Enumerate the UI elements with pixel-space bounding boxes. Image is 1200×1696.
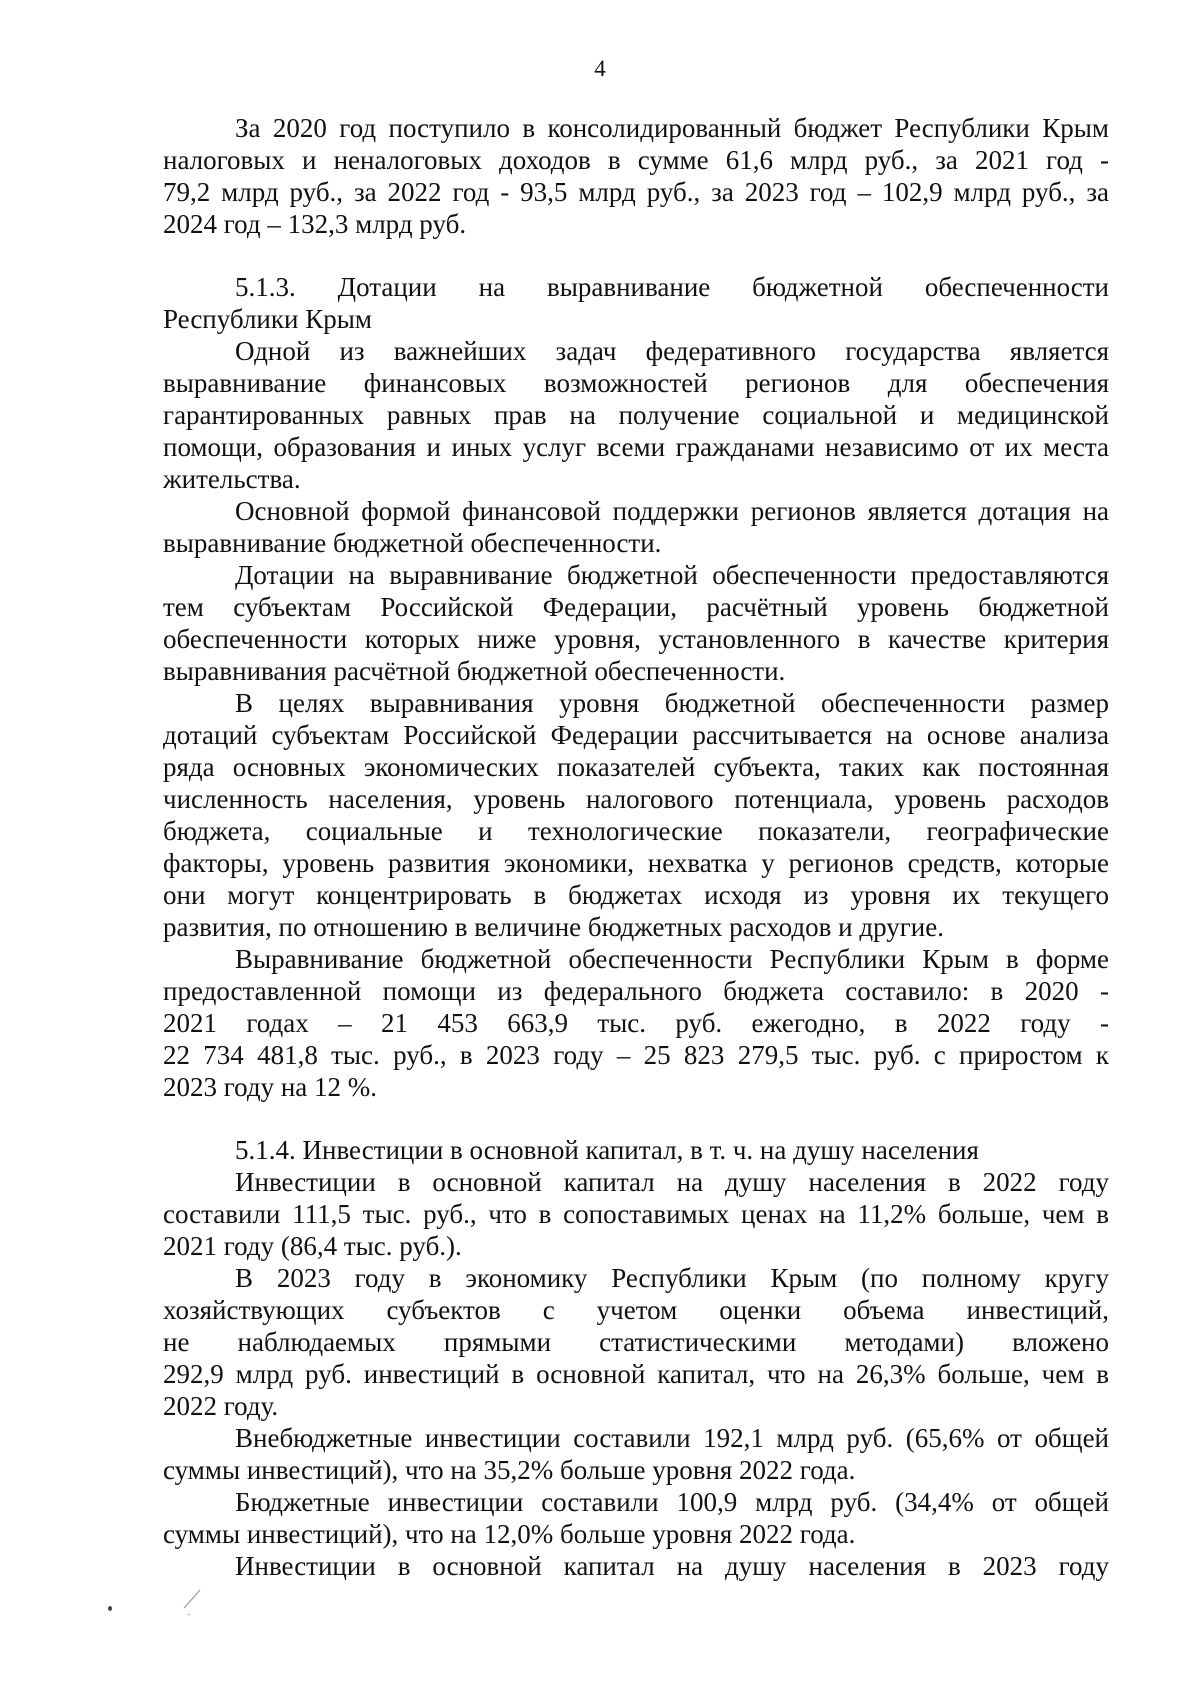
text-line: Выравнивание бюджетной обеспеченности Республики Крым в форме <box>235 944 1109 974</box>
text-line: гарантированных равных прав на получение социальной и медицинской <box>163 400 1109 430</box>
text-line: выравнивание бюджетной обеспеченности. <box>163 528 662 558</box>
text-line: Бюджетные инвестиции составили 100,9 млрд руб. (34,4% от общей <box>235 1487 1109 1517</box>
text-line: Дотации на выравнивание бюджетной обеспеченности предоставляются <box>235 560 1109 590</box>
text-line: 22 734 481,8 тыс. руб., в 2023 году – 25 823 279,5 тыс. руб. с приростом к <box>163 1040 1109 1070</box>
text-line: дотаций субъектам Российской Федерации рассчитывается на основе анализа <box>163 720 1109 750</box>
paragraph-main-support-form <box>163 495 1109 559</box>
text-line: бюджета, социальные и технологические показатели, географические <box>163 816 1109 846</box>
text-line: За 2020 год поступило в консолидированный бюджет Республики Крым <box>235 113 1109 143</box>
text-line: Одной из важнейших задач федеративного государства является <box>235 336 1109 366</box>
text-line: В 2023 году в экономику Республики Крым (по полному кругу <box>235 1263 1109 1293</box>
text-line: не наблюдаемых прямыми статистическими методами) вложено <box>163 1327 1109 1357</box>
paragraph-extrabudgetary-investment <box>163 1422 1109 1486</box>
paragraph-investment-per-capita-2023 <box>163 1550 1109 1582</box>
text-line: помощи, образования и иных услуг всеми гражданами независимо от их места <box>163 432 1109 462</box>
text-line: они могут концентрировать в бюджетах исходя из уровня их текущего <box>163 880 1109 910</box>
text-line: обеспеченности которых ниже уровня, установленного в качестве критерия <box>163 624 1109 654</box>
text-line: 292,9 млрд руб. инвестиций в основной капитал, что на 26,3% больше, чем в <box>163 1359 1109 1389</box>
paragraph-federal-equalization <box>163 335 1109 495</box>
text-line: жительства. <box>163 464 301 494</box>
text-line: Инвестиции в основной капитал на душу населения в 2023 году <box>235 1551 1109 1581</box>
section-heading-5-1-3 <box>163 271 1109 335</box>
paragraph-subsidy-calculation <box>163 687 1109 943</box>
text-line: составили 111,5 тыс. руб., что в сопоставимых ценах на 11,2% больше, чем в <box>163 1199 1109 1229</box>
text-line: налоговых и неналоговых доходов в сумме 61,6 млрд руб., за 2021 год - <box>163 145 1109 175</box>
page-number: 4 <box>594 56 606 81</box>
text-line: ряда основных экономических показателей субъекта, таких как постоянная <box>163 752 1109 782</box>
paragraph-budget-revenue <box>163 112 1109 240</box>
paragraph-investment-2023 <box>163 1262 1109 1422</box>
text-line: Инвестиции в основной капитал на душу населения в 2022 году <box>235 1167 1109 1197</box>
text-line: суммы инвестиций), что на 35,2% больше уровня 2022 года. <box>163 1455 856 1485</box>
text-line: 2021 годах – 21 453 663,9 тыс. руб. ежегодно, в 2022 году - <box>163 1008 1109 1038</box>
text-line: численность населения, уровень налогового потенциала, уровень расходов <box>163 784 1109 814</box>
pen-mark-icon <box>170 1560 230 1620</box>
text-line: тем субъектам Российской Федерации, расчётный уровень бюджетной <box>163 592 1109 622</box>
heading-line: 5.1.4. Инвестиции в основной капитал, в т. ч. на душу населения <box>235 1135 979 1165</box>
document-body <box>163 112 1109 1582</box>
text-line: Внебюджетные инвестиции составили 192,1 млрд руб. (65,6% от общей <box>235 1423 1109 1453</box>
paragraph-crimea-equalization <box>163 943 1109 1103</box>
text-line: выравнивания расчётной бюджетной обеспеченности. <box>163 656 786 686</box>
text-line: развития, по отношению в величине бюджетных расходов и другие. <box>163 912 944 942</box>
text-line: В целях выравнивания уровня бюджетной обеспеченности размер <box>235 688 1109 718</box>
text-line: 2024 год – 132,3 млрд руб. <box>163 209 467 239</box>
margin-dot <box>108 1606 112 1611</box>
text-line: 2021 году (86,4 тыс. руб.). <box>163 1231 462 1261</box>
text-line: хозяйствующих субъектов с учетом оценки объема инвестиций, <box>163 1295 1109 1325</box>
section-heading-5-1-4 <box>163 1134 1109 1166</box>
text-line: выравнивание финансовых возможностей регионов для обеспечения <box>163 368 1109 398</box>
text-line: предоставленной помощи из федерального бюджета составило: в 2020 - <box>163 976 1109 1006</box>
paragraph-investment-2022 <box>163 1166 1109 1262</box>
heading-line: Республики Крым <box>163 304 372 334</box>
text-line: 79,2 млрд руб., за 2022 год - 93,5 млрд руб., за 2023 год – 102,9 млрд руб., за <box>163 177 1109 207</box>
text-line: факторы, уровень развития экономики, нехватка у регионов средств, которые <box>163 848 1109 878</box>
paragraph-subsidy-recipients <box>163 559 1109 687</box>
text-line: 2022 году. <box>163 1391 279 1421</box>
text-line: суммы инвестиций), что на 12,0% больше уровня 2022 года. <box>163 1519 856 1549</box>
paragraph-budget-investment <box>163 1486 1109 1550</box>
heading-line: 5.1.3. Дотации на выравнивание бюджетной обеспеченности <box>235 272 1109 302</box>
text-line: Основной формой финансовой поддержки регионов является дотация на <box>235 496 1109 526</box>
text-line: 2023 году на 12 %. <box>163 1072 378 1102</box>
